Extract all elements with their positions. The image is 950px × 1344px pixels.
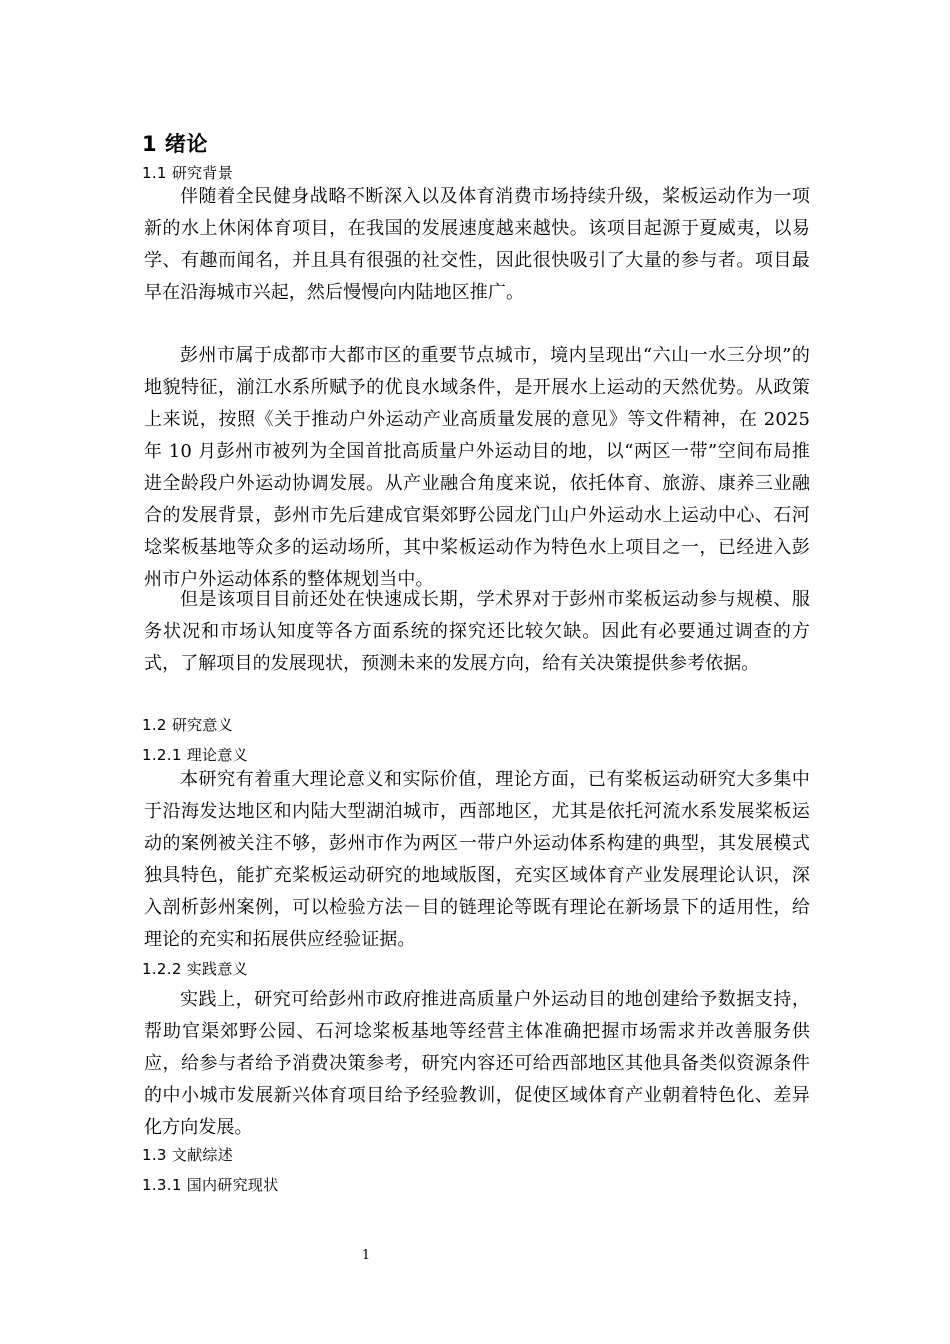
section-heading-1-3-1: 1.3.1 国内研究现状 — [142, 1176, 279, 1194]
chapter-title: 1 绪论 — [142, 132, 208, 156]
paragraph-background-2: 彭州市属于成都市大都市区的重要节点城市，境内呈现出“六山一水三分坝”的地貌特征，湔江水系所赋予的优良水域条件，是开展水上运动的天然优势。从政策上来说，按照《关于推动户外运动产业高质量发展的意见》等文件精神，在 2025 年 10 月彭州市被列为全国首批高质量户外运动目的地，以“两区一带”空间布局推进全龄段户外运动协调发展。从产业融合角度来说，依托体育、旅游、康养三业融合的发展背景，彭州市先后建成官渠郊野公园龙门山户外运动水上运动中心、石河埝桨板基地等众多的运动场所，其中桨板运动作为特色水上项目之一，已经进入彭州市户外运动体系的整体规划当中。 — [144, 345, 810, 590]
paragraph-background-3: 但是该项目目前还处在快速成长期，学术界对于彭州市桨板运动参与规模、服务状况和市场认知度等各方面系统的探究还比较欠缺。因此有必要通过调查的方式，了解项目的发展现状，预测未来的发展方向，给有关决策提供参考依据。 — [144, 589, 810, 674]
section-heading-1-2-1: 1.2.1 理论意义 — [142, 746, 248, 764]
section-heading-1-2-2: 1.2.2 实践意义 — [142, 960, 248, 978]
paragraph-theory: 本研究有着重大理论意义和实际价值，理论方面，已有桨板运动研究大多集中于沿海发达地区和内陆大型湖泊城市，西部地区，尤其是依托河流水系发展桨板运动的案例被关注不够，彭州市作为两区一带户外运动体系构建的典型，其发展模式独具特色，能扩充桨板运动研究的地域版图，充实区域体育产业发展理论认识，深入剖析彭州案例，可以检验方法－目的链理论等既有理论在新场景下的适用性，给理论的充实和拓展供应经验证据。 — [144, 769, 810, 950]
section-heading-1-3: 1.3 文献综述 — [142, 1146, 234, 1164]
paragraph-background-1: 伴随着全民健身战略不断深入以及体育消费市场持续升级，桨板运动作为一项新的水上休闲体育项目，在我国的发展速度越来越快。该项目起源于夏威夷，以易学、有趣而闻名，并且具有很强的社交性，因此很快吸引了大量的参与者。项目最早在沿海城市兴起，然后慢慢向内陆地区推广。 — [144, 186, 810, 303]
section-heading-1-1: 1.1 研究背景 — [142, 164, 234, 182]
page-number: 1 — [361, 1248, 371, 1263]
paragraph-practice: 实践上，研究可给彭州市政府推进高质量户外运动目的地创建给予数据支持，帮助官渠郊野公园、石河埝桨板基地等经营主体准确把握市场需求并改善服务供应，给参与者给予消费决策参考，研究内容还可给西部地区其他具备类似资源条件的中小城市发展新兴体育项目给予经验教训，促使区域体育产业朝着特色化、差异化方向发展。 — [144, 989, 810, 1138]
section-heading-1-2: 1.2 研究意义 — [142, 716, 234, 734]
